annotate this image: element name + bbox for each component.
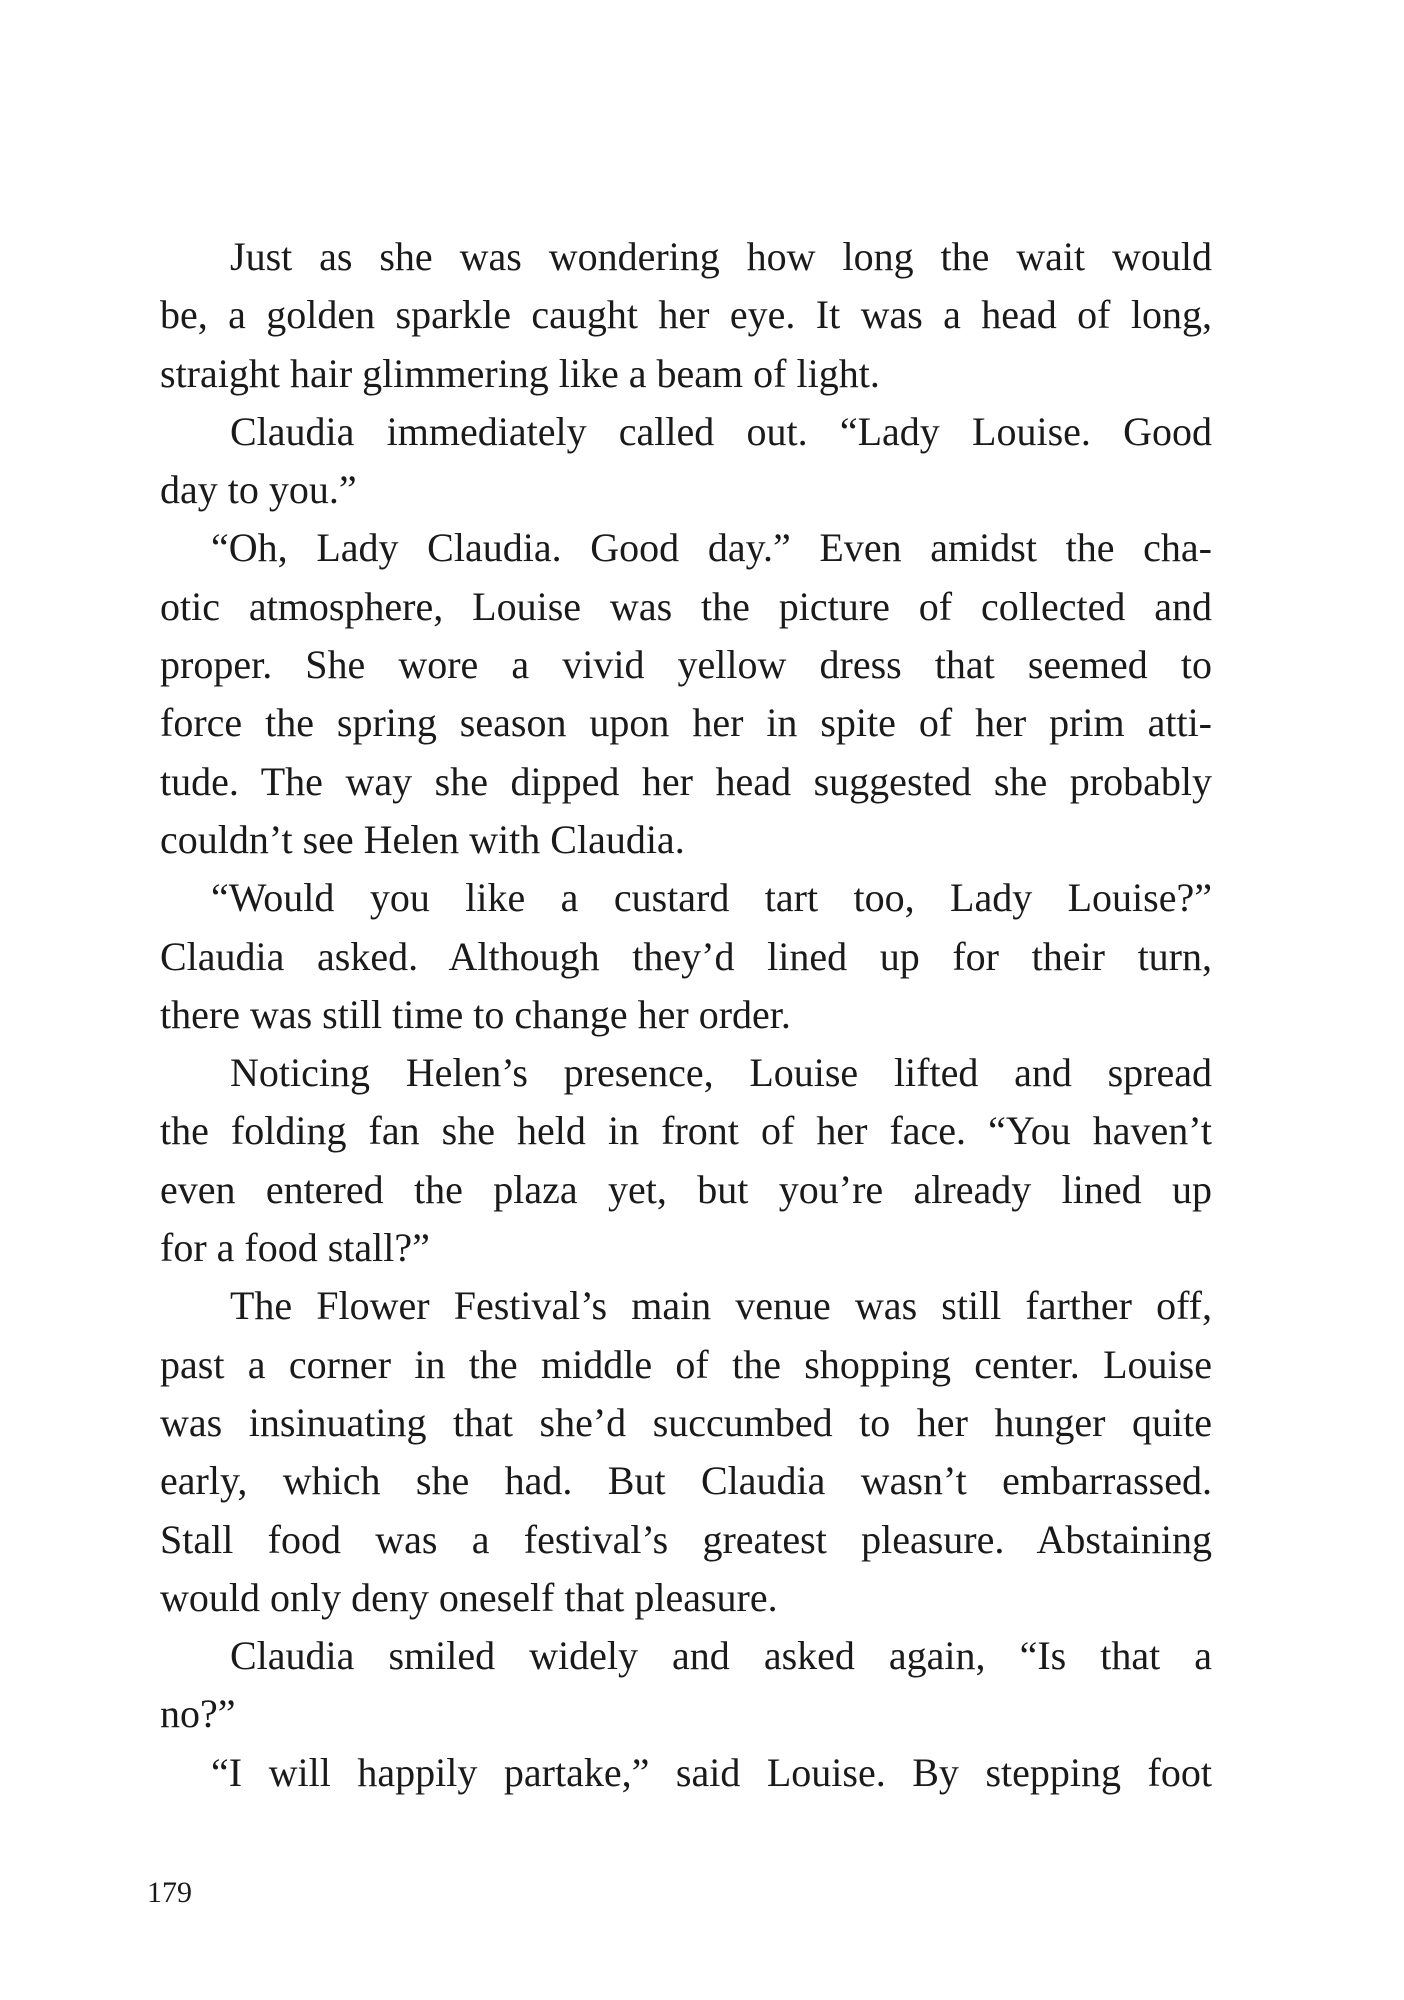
text-line: proper. She wore a vivid yellow dress that seemed to (160, 642, 1212, 688)
body-text (160, 228, 1212, 1802)
text-line: early, which she had. But Claudia wasn’t embarrassed. (160, 1458, 1212, 1504)
text-line: couldn’t see Helen with Claudia. (160, 816, 685, 862)
paragraph (160, 1627, 1212, 1744)
text-line: there was still time to change her order. (160, 991, 791, 1037)
text-line: “I will happily partake,” said Louise. By stepping foot (211, 1749, 1212, 1795)
text-line: Claudia smiled widely and asked again, “Is that a (230, 1633, 1212, 1679)
page-number: 179 (147, 1876, 192, 1909)
text-line: The Flower Festival’s main venue was still farther off, (230, 1283, 1212, 1329)
text-line: Just as she was wondering how long the wait would (230, 234, 1212, 279)
text-line: Claudia asked. Although they’d lined up for their turn, (160, 933, 1212, 979)
paragraph (160, 869, 1212, 1044)
text-line: for a food stall?” (160, 1225, 430, 1271)
text-line: day to you.” (160, 467, 357, 513)
paragraph (160, 1744, 1212, 1802)
paragraph (160, 228, 1212, 403)
text-line: would only deny oneself that pleasure. (160, 1574, 778, 1620)
text-line: tude. The way she dipped her head suggested she probably (160, 758, 1212, 804)
text-line: be, a golden sparkle caught her eye. It was a head of long, (160, 292, 1212, 338)
text-line: past a corner in the middle of the shopping center. Louise (160, 1341, 1212, 1387)
paragraph (160, 1277, 1212, 1627)
text-line: “Oh, Lady Claudia. Good day.” Even amidst the cha- (211, 525, 1212, 571)
text-line: otic atmosphere, Louise was the picture of collected and (160, 583, 1212, 629)
text-line: “Would you like a custard tart too, Lady Louise?” (211, 875, 1212, 921)
paragraph (160, 519, 1212, 869)
text-line: Claudia immediately called out. “Lady Louise. Good (230, 408, 1212, 454)
paragraph (160, 403, 1212, 520)
text-line: was insinuating that she’d succumbed to her hunger quite (160, 1399, 1212, 1445)
text-line: even entered the plaza yet, but you’re already lined up (160, 1166, 1212, 1212)
paragraph (160, 1044, 1212, 1277)
text-line: Noticing Helen’s presence, Louise lifted and spread (230, 1050, 1212, 1096)
text-line: no?” (160, 1691, 236, 1737)
text-line: straight hair glimmering like a beam of light. (160, 350, 880, 396)
text-line: the folding fan she held in front of her face. “You haven’t (160, 1108, 1212, 1154)
text-line: Stall food was a festival’s greatest pleasure. Abstaining (160, 1516, 1212, 1562)
text-line: force the spring season upon her in spite of her prim atti- (160, 700, 1212, 746)
